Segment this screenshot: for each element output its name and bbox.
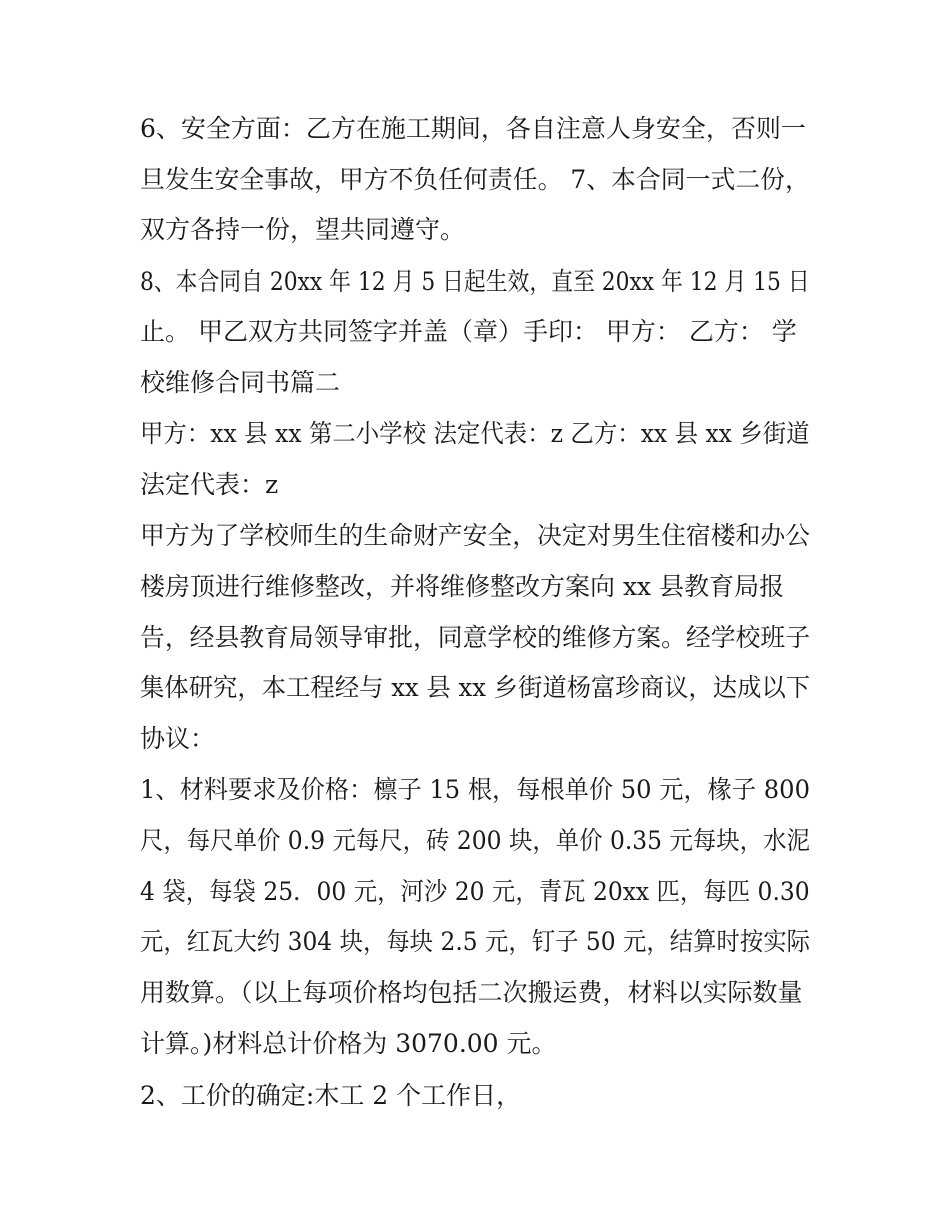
text-line: 计算。)材料总计价格为 3070.00 元。 (140, 1029, 557, 1058)
text-line: 用数算。（以上每项价格均包括二次搬运费，材料以实际数量 (140, 978, 803, 1007)
text-line: 告，经县教育局领导审批，同意学校的维修方案。经学校班子 (140, 623, 811, 652)
text-line: 法定代表：z (140, 470, 279, 499)
text-line: 双方各持一份，望共同遵守。 (140, 215, 466, 244)
text-line: 2、工价的确定:木工 2 个工作日， (140, 1081, 522, 1110)
text-line: 止。 甲乙双方共同签字并盖（章）手印： 甲方： 乙方： 学 (140, 317, 797, 346)
text-line: 尺，每尺单价 0.9 元每尺，砖 200 块，单价 0.35 元每块，水泥 (140, 826, 810, 855)
text-line: 甲方：xx 县 xx 第二小学校 法定代表：z 乙方：xx 县 xx 乡街道 (140, 419, 810, 448)
text-line: 校维修合同书篇二 (140, 368, 341, 397)
text-line: 6、安全方面：乙方在施工期间，各自注意人身安全，否则一 (140, 114, 806, 143)
text-line: 1、材料要求及价格：檩子 15 根，每根单价 50 元，椽子 800 (140, 775, 810, 804)
text-line: 元，红瓦大约 304 块，每块 2.5 元，钉子 50 元，结算时按实际 (140, 927, 810, 956)
text-line: 旦发生安全事故，甲方不负任何责任。 7、本合同一式二份， (140, 165, 810, 194)
text-line: 楼房顶进行维修整改，并将维修整改方案向 xx 县教育局报 (140, 572, 785, 601)
text-line: 4 袋，每袋 25．00 元，河沙 20 元，青瓦 20xx 匹，每匹 0.30 (140, 877, 810, 906)
text-line: 协议： (140, 724, 216, 753)
text-line: 集体研究，本工程经与 xx 县 xx 乡街道杨富珍商议，达成以下 (140, 673, 811, 702)
text-line: 甲方为了学校师生的生命财产安全，决定对男生住宿楼和办公 (140, 521, 811, 550)
text-line: 8、本合同自 20xx 年 12 月 5 日起生效，直至 20xx 年 12 月 15 日 (140, 267, 810, 296)
